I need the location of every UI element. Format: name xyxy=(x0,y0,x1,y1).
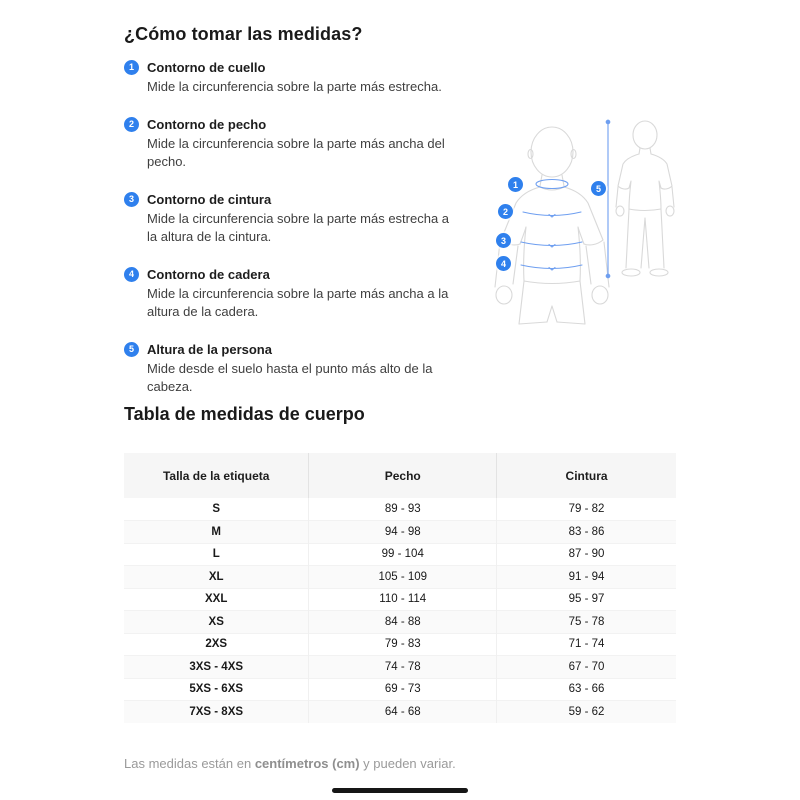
table-row xyxy=(124,678,676,701)
size-table-title: Tabla de medidas de cuerpo xyxy=(124,404,365,424)
step-description: Mide la circunferencia sobre la parte más ancha del pecho. xyxy=(147,136,445,169)
table-row xyxy=(124,543,676,566)
table-row xyxy=(124,701,676,724)
table-row xyxy=(124,566,676,589)
disclaimer-prefix: Las medidas están en xyxy=(124,756,255,771)
size-label: 7XS - 8XS xyxy=(124,701,309,724)
home-indicator-bar xyxy=(332,788,468,793)
step-description: Mide la circunferencia sobre la parte más ancha a la altura de la cadera. xyxy=(147,286,449,319)
step-hip xyxy=(124,267,464,321)
chest-range: 84 - 88 xyxy=(309,611,497,634)
measure-lines xyxy=(521,120,610,278)
size-label: S xyxy=(212,503,221,515)
table-header-row xyxy=(124,453,676,498)
waist-range: 83 - 86 xyxy=(497,521,676,544)
chest-range: 89 - 93 xyxy=(309,498,497,521)
size-label: XL xyxy=(124,566,309,589)
waist-range: 87 - 90 xyxy=(497,543,676,566)
figure-badge-hip: 4 xyxy=(496,256,511,271)
chest-range: 99 - 104 xyxy=(309,543,497,566)
size-label: M xyxy=(124,521,309,544)
figure-badge-height: 5 xyxy=(591,181,606,196)
chest-range: 79 - 83 xyxy=(309,633,497,656)
step-number-badge: 3 xyxy=(124,192,139,207)
measurement-steps-list xyxy=(124,60,464,417)
table-row xyxy=(124,633,676,656)
body-figures-drawing xyxy=(485,110,700,338)
step-number-badge: 1 xyxy=(124,60,139,75)
waist-range: 59 - 62 xyxy=(497,701,676,724)
size-label: L xyxy=(124,543,309,566)
figure-badge-chest: 2 xyxy=(498,204,513,219)
table-row xyxy=(124,656,676,679)
step-number-badge: 4 xyxy=(124,267,139,282)
body-measurements-table xyxy=(124,453,676,723)
step-chest xyxy=(124,117,464,171)
waist-range: 91 - 94 xyxy=(497,566,676,589)
waist-range: 67 - 70 xyxy=(497,656,676,679)
figure-badge-waist: 3 xyxy=(496,233,511,248)
step-title: Contorno de cuello xyxy=(147,60,266,75)
size-label: 2XS xyxy=(124,633,309,656)
waist-range: 95 - 97 xyxy=(497,588,676,611)
step-number-badge: 5 xyxy=(124,342,139,357)
column-header-size: Talla de la etiqueta xyxy=(124,453,309,498)
step-waist xyxy=(124,192,464,246)
step-description: Mide desde el suelo hasta el punto más alto de la cabeza. xyxy=(147,361,433,394)
chest-range: 94 - 98 xyxy=(309,521,497,544)
disclaimer-suffix: y pueden variar. xyxy=(359,756,456,771)
step-number-badge: 2 xyxy=(124,117,139,132)
size-label: 5XS - 6XS xyxy=(124,678,309,701)
waist-range: 63 - 66 xyxy=(497,678,676,701)
waist-range: 71 - 74 xyxy=(497,633,676,656)
waist-range: 79 - 82 xyxy=(497,498,676,521)
table-row xyxy=(124,588,676,611)
table-row xyxy=(124,498,676,521)
size-label: 3XS - 4XS xyxy=(124,656,309,679)
step-title: Contorno de pecho xyxy=(147,117,267,132)
chest-range: 110 - 114 xyxy=(309,588,497,611)
units-disclaimer xyxy=(124,756,456,771)
waist-range: 75 - 78 xyxy=(497,611,676,634)
figure-badge-neck: 1 xyxy=(508,177,523,192)
column-header-chest: Pecho xyxy=(309,453,497,498)
step-description: Mide la circunferencia sobre la parte más estrecha a la altura de la cintura. xyxy=(147,211,450,244)
step-neck xyxy=(124,60,464,96)
disclaimer-units: centímetros (cm) xyxy=(254,756,360,771)
chest-range: 69 - 73 xyxy=(309,678,497,701)
step-description: Mide la circunferencia sobre la parte más estrecha. xyxy=(147,79,442,94)
step-height xyxy=(124,342,464,396)
chest-range: 64 - 68 xyxy=(309,701,497,724)
step-title: Contorno de cadera xyxy=(147,267,270,282)
size-label: XXL xyxy=(124,588,309,611)
page-title: ¿Cómo tomar las medidas? xyxy=(124,24,363,44)
table-row xyxy=(124,521,676,544)
column-header-waist: Cintura xyxy=(497,453,676,498)
table-row xyxy=(124,611,676,634)
size-label: XS xyxy=(124,611,309,634)
measurement-figures-illustration xyxy=(485,110,700,338)
chest-range: 74 - 78 xyxy=(309,656,497,679)
chest-range: 105 - 109 xyxy=(309,566,497,589)
step-title: Altura de la persona xyxy=(147,342,272,357)
step-title: Contorno de cintura xyxy=(147,192,272,207)
